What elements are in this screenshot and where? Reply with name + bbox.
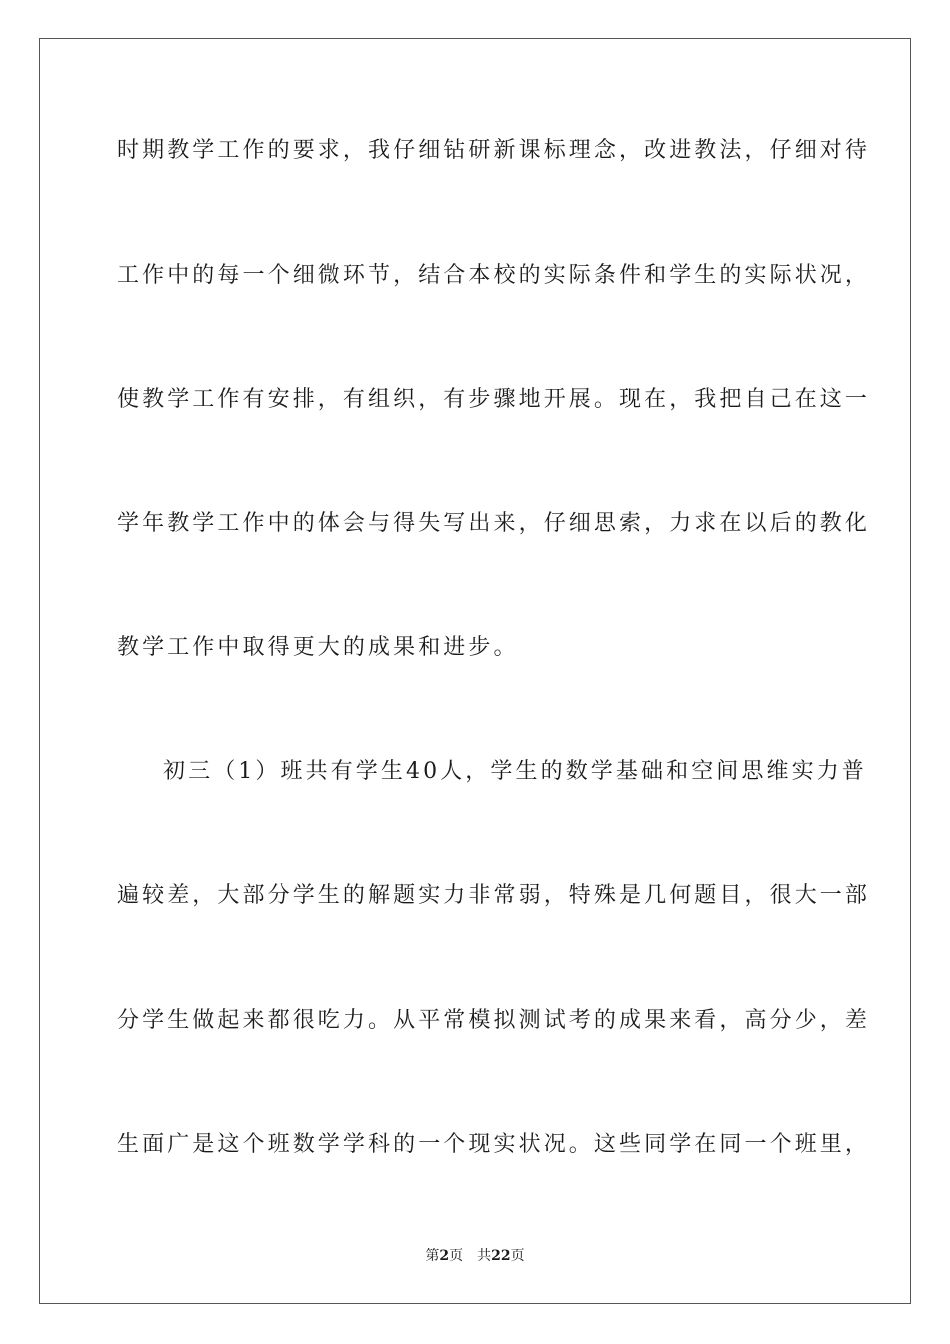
total-pages: 22 [491, 1248, 511, 1264]
total-prefix: 共 [477, 1248, 492, 1264]
text-line: 教学工作中取得更大的成果和进步。 [117, 635, 519, 660]
text-line: 生面广是这个班数学学科的一个现实状况。这些同学在同一个班里， [117, 1132, 871, 1157]
text-line: 时期教学工作的要求，我仔细钻研新课标理念，改进教法，仔细对待 [117, 138, 871, 163]
text-line: 学年教学工作中的体会与得失写出来，仔细思索，力求在以后的教化 [117, 511, 871, 536]
page-number: 2 [439, 1248, 450, 1264]
text-line: 分学生做起来都很吃力。从平常模拟测试考的成果来看，高分少，差 [117, 1008, 871, 1033]
total-suffix: 页 [510, 1248, 525, 1264]
page-footer [0, 1247, 950, 1265]
page-border [39, 38, 911, 1304]
page-prefix: 第 [425, 1248, 440, 1264]
text-line: 初三（1）班共有学生40人，学生的数学基础和空间思维实力普 [163, 759, 867, 784]
text-line: 遍较差，大部分学生的解题实力非常弱，特殊是几何题目，很大一部 [117, 883, 871, 908]
page-suffix: 页 [449, 1248, 464, 1264]
text-line: 工作中的每一个细微环节，结合本校的实际条件和学生的实际状况， [117, 263, 871, 288]
text-line: 使教学工作有安排，有组织，有步骤地开展。现在，我把自己在这一 [117, 387, 871, 412]
